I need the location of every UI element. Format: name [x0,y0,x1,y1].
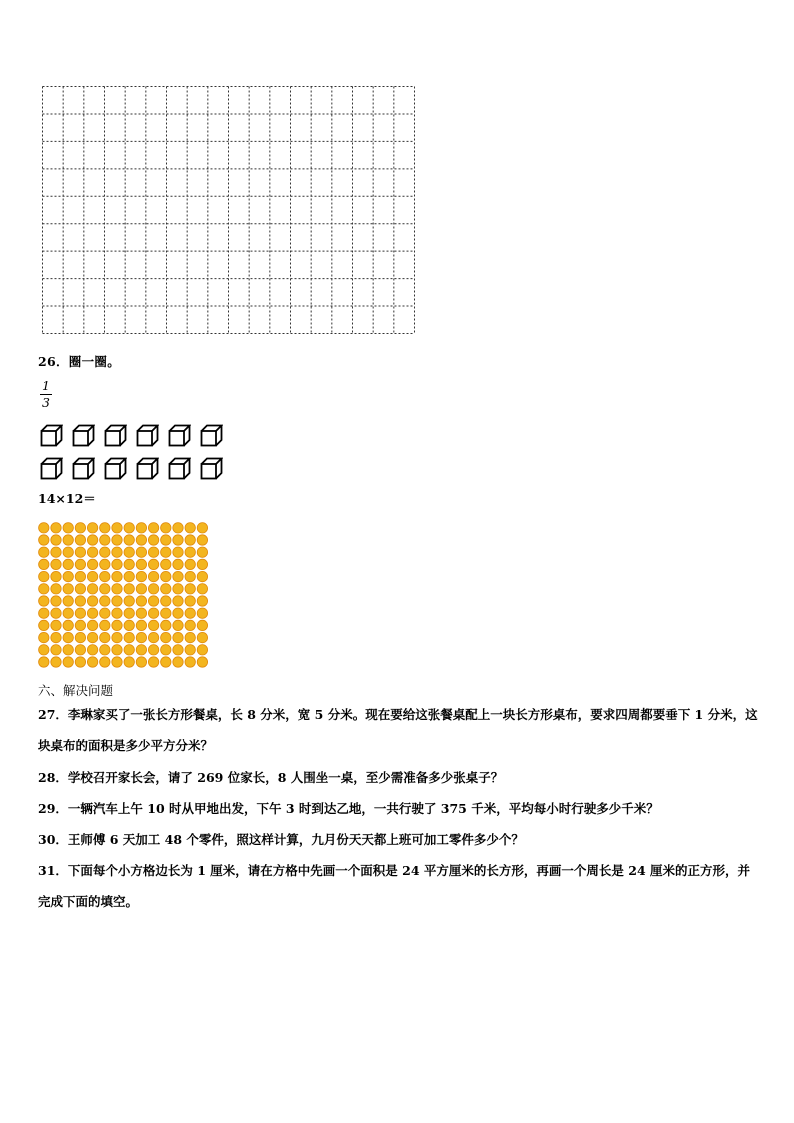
orange-dot [75,596,85,606]
orange-dot [148,547,158,557]
orange-dot [75,535,85,545]
orange-dot [185,571,195,581]
orange-dot [87,632,97,642]
orange-dot [124,596,134,606]
question-31: 31．下面每个小方格边长为 1 厘米，请在方格中先画一个面积是 24 平方厘米的长方形，再画一个周长是 24 厘米的正方形，并完成下面的填空。 [38,863,750,909]
orange-dot [124,547,134,557]
orange-dot [124,645,134,655]
orange-dot [173,547,183,557]
orange-dot [63,608,73,618]
orange-dot [87,523,97,533]
orange-dot [51,596,61,606]
orange-dot [63,620,73,630]
orange-dot [124,584,134,594]
orange-dot [124,608,134,618]
orange-dot [87,547,97,557]
orange-dot [112,596,122,606]
orange-dot [136,596,146,606]
orange-dot [197,596,207,606]
cube-row [40,457,223,481]
cube-row [40,424,223,448]
orange-dot [51,657,61,667]
orange-dot [51,645,61,655]
orange-dot [51,535,61,545]
orange-dot [51,620,61,630]
orange-dot [173,596,183,606]
orange-dot [136,523,146,533]
orange-dot [39,657,49,667]
orange-dot [75,571,85,581]
orange-dot [63,547,73,557]
orange-dot [51,584,61,594]
orange-dot [75,584,85,594]
orange-dot [148,584,158,594]
orange-dot [136,657,146,667]
cube-icon [200,424,223,447]
orange-dot [51,547,61,557]
orange-dot [185,584,195,594]
orange-dot [161,620,171,630]
orange-dot [161,632,171,642]
orange-dot [124,657,134,667]
orange-dot [39,559,49,569]
orange-dot [148,620,158,630]
orange-dot [51,559,61,569]
orange-dot [197,645,207,655]
orange-dot [185,547,195,557]
fraction-numerator: 1 [42,378,50,393]
orange-dot [75,645,85,655]
orange-dot [185,596,195,606]
orange-dot [136,632,146,642]
orange-dot [39,632,49,642]
orange-dot [173,657,183,667]
orange-dot [87,608,97,618]
orange-dot [136,584,146,594]
orange-dot [39,584,49,594]
orange-dot [100,608,110,618]
orange-dot [124,535,134,545]
orange-dot [100,632,110,642]
orange-dot [136,645,146,655]
orange-dot [51,632,61,642]
orange-dot [63,596,73,606]
orange-dot [39,535,49,545]
orange-dot [39,523,49,533]
orange-dot [185,657,195,667]
orange-dot [51,571,61,581]
cube-icon [72,457,95,480]
orange-dot [87,571,97,581]
orange-dot [197,608,207,618]
orange-dot [124,559,134,569]
orange-dot [185,523,195,533]
orange-dot [197,571,207,581]
orange-dot [112,584,122,594]
orange-dot [136,547,146,557]
orange-dot [185,632,195,642]
orange-dot [173,571,183,581]
orange-dot [63,632,73,642]
orange-dot [75,547,85,557]
orange-dot [63,559,73,569]
orange-dot [161,547,171,557]
orange-dot [173,523,183,533]
orange-dot [161,559,171,569]
orange-dot [100,596,110,606]
orange-dot [161,645,171,655]
orange-dot [63,523,73,533]
orange-dot [100,584,110,594]
orange-dot [100,547,110,557]
orange-dot [173,620,183,630]
orange-dot [185,645,195,655]
orange-dot [39,645,49,655]
orange-dot [148,535,158,545]
orange-dot [75,559,85,569]
orange-dot [112,645,122,655]
orange-dot [148,657,158,667]
orange-dot [197,584,207,594]
orange-dot [63,645,73,655]
orange-dot [161,571,171,581]
orange-dot [185,559,195,569]
orange-dot [148,608,158,618]
orange-dot [87,657,97,667]
orange-dot [112,547,122,557]
section-title: 六、解决问题 [38,683,114,698]
orange-dot [39,547,49,557]
orange-dot [87,620,97,630]
orange-dot [112,608,122,618]
orange-dot [112,657,122,667]
orange-dot [39,608,49,618]
orange-dot [124,620,134,630]
orange-dot [75,632,85,642]
orange-dot [87,559,97,569]
orange-dot [87,645,97,655]
orange-dot [173,535,183,545]
orange-dot [173,584,183,594]
question-27: 27．李琳家买了一张长方形餐桌，长 8 分米，宽 5 分米。现在要给这张餐桌配上一块长方形桌布，要求四周都要垂下 1 分米，这块桌布的面积是多少平方分米？ [38,707,758,753]
question-28: 28．学校召开家长会，请了 269 位家长，8 人围坐一桌，至少需准备多少张桌子？ [38,770,504,785]
cube-icon [168,424,191,447]
orange-dot [148,523,158,533]
orange-dot [197,523,207,533]
cube-icon [136,457,159,480]
orange-dot [197,547,207,557]
orange-dot [100,535,110,545]
orange-dot [148,571,158,581]
dotted-square-grid [42,86,416,335]
orange-dot [100,559,110,569]
orange-dot [161,608,171,618]
cube-icon [168,457,191,480]
orange-dot [112,559,122,569]
orange-dot [173,645,183,655]
orange-dot [197,620,207,630]
orange-dot [87,584,97,594]
orange-dot [100,645,110,655]
dot-array [38,522,210,674]
cube-icon [72,424,95,447]
orange-dot [161,657,171,667]
orange-dot [112,620,122,630]
orange-dot [173,608,183,618]
orange-dot [124,632,134,642]
orange-dot [75,523,85,533]
orange-dot [197,657,207,667]
orange-dot [75,608,85,618]
orange-dot [75,620,85,630]
orange-dot [63,657,73,667]
orange-dot [197,632,207,642]
fraction-one-third [40,379,52,410]
orange-dot [161,596,171,606]
orange-dot [87,596,97,606]
orange-dot [161,535,171,545]
orange-dot [112,523,122,533]
orange-dot [39,620,49,630]
orange-dot [161,523,171,533]
fraction-denominator: 3 [42,395,50,410]
orange-dot [161,584,171,594]
orange-dot [124,571,134,581]
cube-icon [104,424,127,447]
orange-dot [75,657,85,667]
question-26-title: 26．圈一圈。 [38,354,120,369]
orange-dot [185,608,195,618]
cube-group [40,424,223,490]
orange-dot [148,645,158,655]
cube-icon [40,457,63,480]
orange-dot [51,608,61,618]
orange-dot [87,535,97,545]
orange-dot [112,571,122,581]
orange-dot [112,632,122,642]
orange-dot [173,559,183,569]
question-29: 29．一辆汽车上午 10 时从甲地出发，下午 3 时到达乙地，一共行驶了 375 千米，平均每小时行驶多少千米？ [38,801,659,816]
orange-dot [39,571,49,581]
orange-dot [136,535,146,545]
cube-icon [40,424,63,447]
orange-dot [39,596,49,606]
cube-icon [136,424,159,447]
orange-dot [197,535,207,545]
question-30: 30．王师傅 6 天加工 48 个零件，照这样计算，九月份天天都上班可加工零件多少个？ [38,832,524,847]
orange-dot [63,584,73,594]
orange-dot [148,596,158,606]
orange-dot [148,559,158,569]
orange-dot [173,632,183,642]
orange-dot [136,608,146,618]
orange-dot [112,535,122,545]
cube-icon [104,457,127,480]
orange-dot [100,620,110,630]
orange-dot [124,523,134,533]
orange-dot [136,571,146,581]
orange-dot [63,535,73,545]
orange-dot [100,523,110,533]
orange-dot [51,523,61,533]
orange-dot [197,559,207,569]
orange-dot [63,571,73,581]
orange-dot [148,632,158,642]
multiplication-expression: 14×12＝ [38,491,96,506]
orange-dot [136,559,146,569]
orange-dot [100,657,110,667]
orange-dot [185,620,195,630]
orange-dot [100,571,110,581]
cube-icon [200,457,223,480]
orange-dot [136,620,146,630]
orange-dot [185,535,195,545]
